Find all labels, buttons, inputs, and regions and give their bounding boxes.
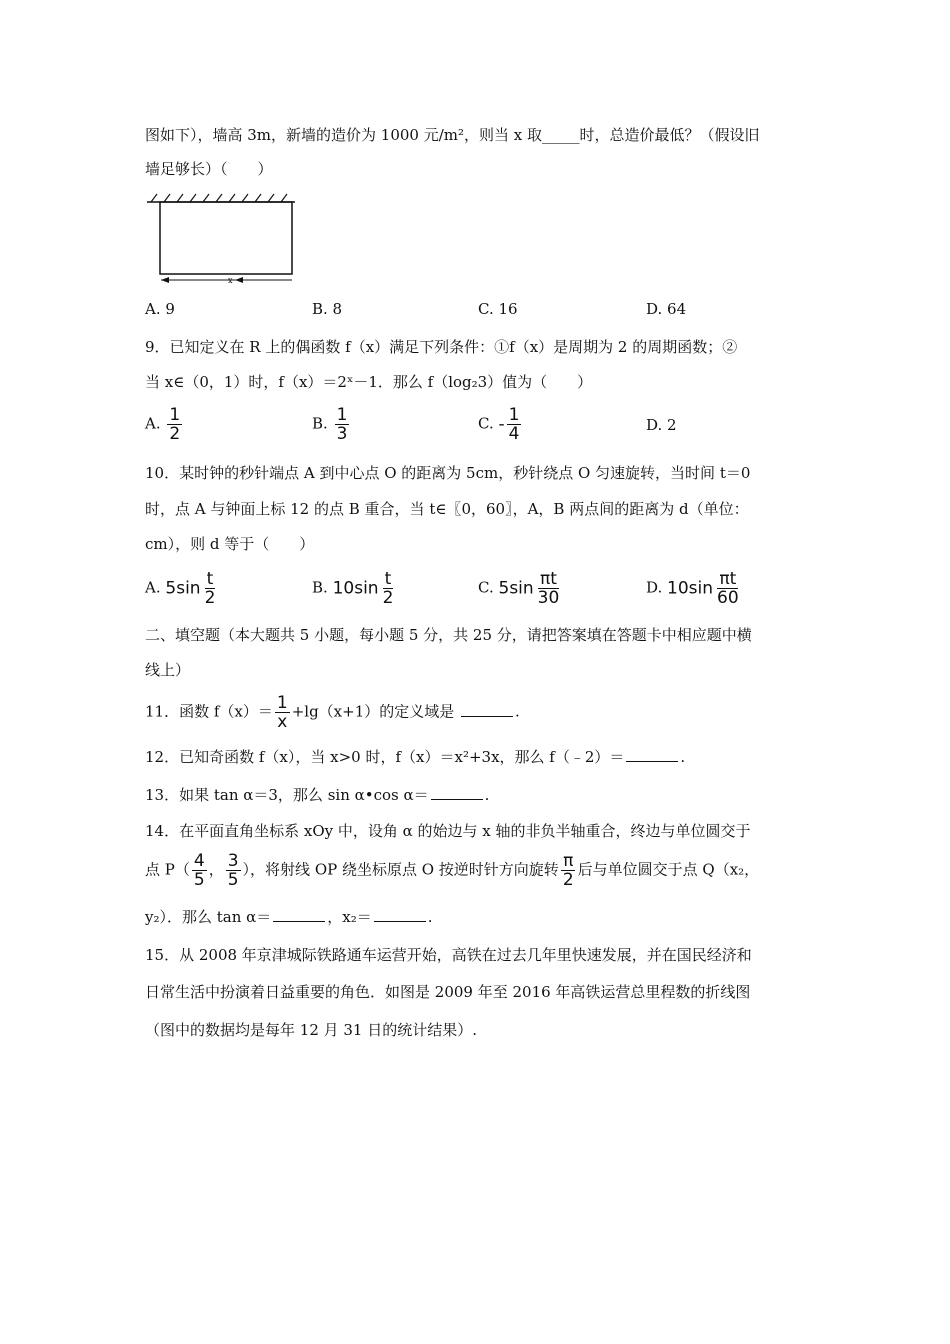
q9-option-c: C. - $\frac{1}{4}$ [478,405,520,444]
q10-option-c: C. 5sin $\frac{\pi t}{30}$ [478,569,560,608]
q8-line1: 图如下），墙高 3m，新墙的造价为 1000 元/m²，则当 x 取_____时，总造价最低？（假设旧 [145,126,760,144]
q8-line2: 墙足够长）（ ） [145,160,273,178]
wall-figure [145,192,305,288]
q9-a-fraction: $\frac{1}{2}$ [169,405,181,444]
q10-line2: 时，点 A 与钟面上标 12 的点 B 重合，当 t∈〖0，60〗，A，B 两点间的距离为 d（单位： [145,500,749,518]
q11-answer-blank [461,702,513,717]
q12-answer-blank [626,747,678,762]
q9-option-a: A. $\frac{1}{2}$ [145,405,181,444]
q10-option-b: B. 10sin $\frac{t}{2}$ [312,569,394,608]
q9-c-fraction: $\frac{1}{4}$ [508,405,520,444]
q14-answer-blank-1 [273,907,325,922]
q9-option-b: B. $\frac{1}{3}$ [312,405,348,444]
q8-option-c: C. 16 [478,300,518,318]
q10-line1: 10．某时钟的秒针端点 A 到中心点 O 的距离为 5cm，秒针绕点 O 匀速旋转，当时间 t＝0 [145,464,751,482]
q9-line2: 当 x∈（0，1）时，f（x）＝2ˣ－1．那么 f（log₂3）值为（ ） [145,373,593,391]
q14-line1: 14．在平面直角坐标系 xOy 中，设角 α 的始边与 x 轴的非负半轴重合，终边与单位圆交于 [145,822,751,840]
section2-heading-line2: 线上） [145,661,191,679]
q9-b-fraction: $\frac{1}{3}$ [336,405,348,444]
q15-line3: （图中的数据均是每年 12 月 31 日的统计结果）. [145,1021,478,1039]
q13-answer-blank [431,785,483,800]
q12: 12．已知奇函数 f（x），当 x>0 时，f（x）＝x²+3x，那么 f（﹣2）＝ . [145,748,686,766]
q8-option-d: D. 64 [646,300,687,318]
q10-option-d: D. 10sin $\frac{\pi t}{60}$ [646,569,739,608]
q14-line2: 点 P（ $\frac{4}{5}$ ， $\frac{3}{5}$ ），将射线 OP 绕坐标原点 O 按逆时针方向旋转 $\frac{\pi}{2}$ 后与单位圆交于点 Q（x₂， [145,851,760,890]
q11-fraction: $\frac{1}{x}$ [276,693,288,732]
q14-line3: y₂）．那么 tan α＝ ，x₂＝ . [145,908,433,926]
q9-option-d: D. 2 [646,416,677,434]
q10-option-a: A. 5sin $\frac{t}{2}$ [145,569,216,608]
q13: 13．如果 tan α＝3，那么 sin α•cos α＝ . [145,786,490,804]
q9-line1: 9．已知定义在 R 上的偶函数 f（x）满足下列条件：①f（x）是周期为 2 的周期函数；② [145,338,738,356]
q8-option-b: B. 8 [312,300,343,318]
section2-heading-line1: 二、填空题（本大题共 5 小题，每小题 5 分，共 25 分，请把答案填在答题卡中相应题中横 [145,626,752,644]
q11: 11．函数 f（x）＝ $\frac{1}{x}$ +lg（x+1）的定义域是 . [145,693,520,732]
q8-option-a: A. 9 [145,300,175,318]
q15-line1: 15．从 2008 年京津城际铁路通车运营开始，高铁在过去几年里快速发展，并在国民经济和 [145,946,752,964]
q14-answer-blank-2 [374,907,426,922]
q15-line2: 日常生活中扮演着日益重要的角色．如图是 2009 年至 2016 年高铁运营总里程数的折线图 [145,983,751,1001]
figure-label-x: x [228,276,233,285]
q10-line3: cm），则 d 等于（ ） [145,535,315,553]
